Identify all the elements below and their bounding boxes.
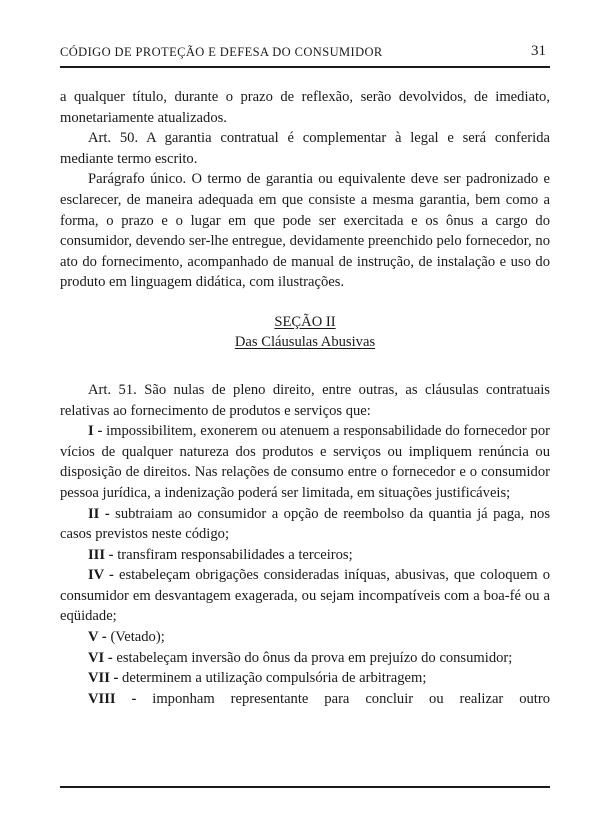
page-body — [60, 87, 550, 709]
item-label: II - — [88, 505, 110, 522]
paragraph-continuation: a qualquer título, durante o prazo de reflexão, serão devolvidos, de imediato, monetariamente atualizados. — [60, 89, 550, 126]
item-label: VIII - — [88, 690, 137, 707]
item-text: estabeleçam inversão do ônus da prova em prejuízo do consumidor; — [112, 649, 513, 666]
running-header — [60, 44, 548, 66]
list-item — [60, 545, 550, 566]
paragraph-art-50: Art. 50. A garantia contratual é complementar à legal e será conferida mediante termo escrito. — [60, 130, 550, 167]
spacer — [60, 352, 550, 380]
list-item — [60, 421, 550, 503]
item-text: transfiram responsabilidades a terceiros; — [113, 546, 353, 563]
list-item — [60, 689, 550, 710]
header-title: CÓDIGO DE PROTEÇÃO E DEFESA DO CONSUMIDOR — [60, 45, 383, 59]
list-item — [60, 504, 550, 545]
paragraph-art-51: Art. 51. São nulas de pleno direito, entre outras, as cláusulas contratuais relativas ao fornecimento de produtos e serviços que: — [60, 381, 550, 419]
paragraph-unique: Parágrafo único. O termo de garantia ou equivalente deve ser padronizado e esclarecer, de maneira adequada em que consiste a mesma garantia, bem como a forma, o prazo e o lugar em que pode ser exercitada e os ônus a cargo do consumidor, devendo ser-lhe entregue, devidamente preenchido pelo fornecedor, no ato do fornecimento, acompanhado de manual de instrução, de instalação e uso do produto em linguagem didática, com ilustrações. — [60, 171, 550, 291]
item-label: VII - — [88, 670, 119, 687]
item-label: IV - — [88, 567, 114, 584]
item-text: (Vetado); — [106, 629, 165, 646]
list-item — [60, 565, 550, 627]
section-number: SEÇÃO II — [274, 313, 336, 330]
item-text: determinem a utilização compulsória de arbitragem; — [118, 670, 427, 687]
header-rule — [60, 66, 550, 68]
item-label: V - — [88, 629, 107, 646]
item-label: I - — [88, 423, 103, 440]
item-text: imponham representante para concluir ou realizar outro — [136, 690, 551, 707]
item-text: impossibilitem, exonerem ou atenuem a responsabilidade do fornecedor por vícios de qualquer natureza dos produtos e serviços ou impliquem renúncia ou disposição de direitos. Nas relações de consumo entre o fornecedor e o consumidor pessoa jurídica, a indenização poderá ser limitada, em situações justificáveis; — [60, 423, 550, 501]
item-text: estabeleçam obrigações consideradas iníquas, abusivas, que coloquem o consumidor em desvantagem exagerada, ou sejam incompatíveis com a boa-fé ou a eqüidade; — [60, 567, 550, 625]
list-item — [60, 627, 550, 648]
page-number: 31 — [531, 43, 546, 59]
list-item — [60, 668, 550, 689]
item-label: VI - — [88, 649, 113, 666]
footer-rule — [60, 786, 550, 788]
item-label: III - — [88, 546, 114, 563]
list-item — [60, 648, 550, 669]
item-text: subtraiam ao consumidor a opção de reembolso da quantia já paga, nos casos previstos neste código; — [60, 505, 550, 543]
section-heading — [60, 312, 550, 352]
section-title: Das Cláusulas Abusivas — [234, 333, 376, 350]
